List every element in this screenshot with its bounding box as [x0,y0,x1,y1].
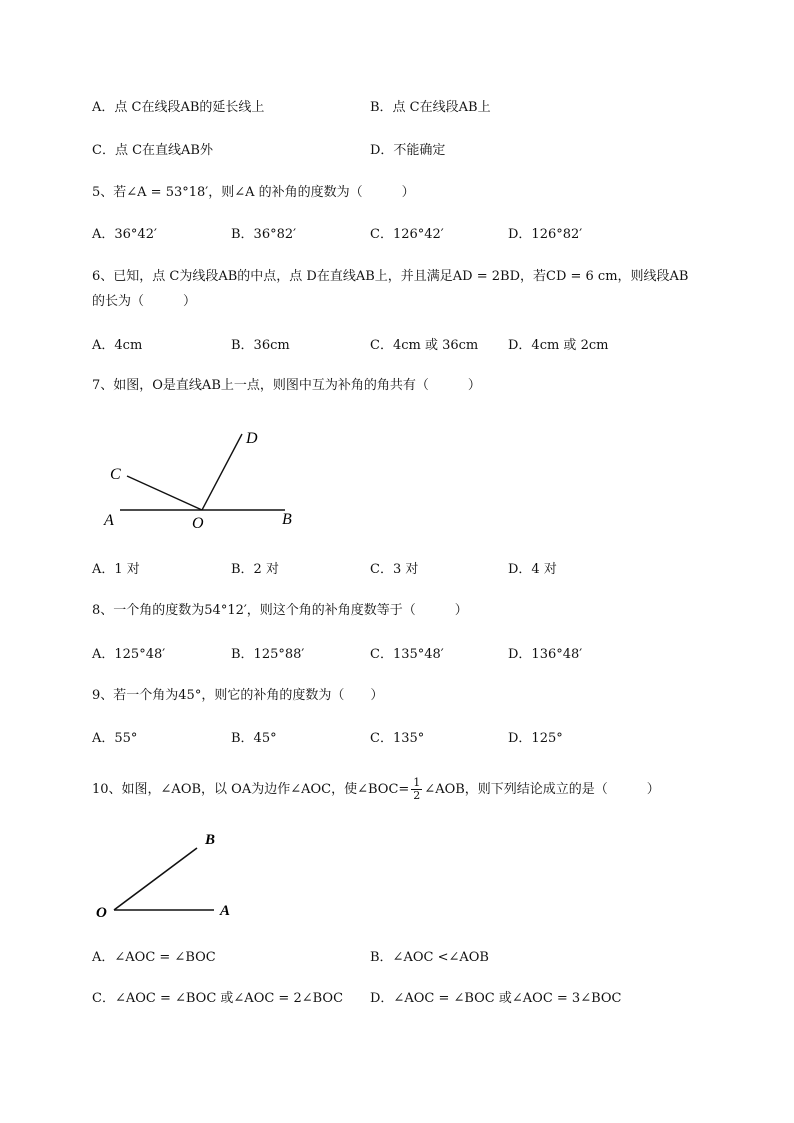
q10-option-d: D．∠AOC = ∠BOC 或∠AOC = 3∠BOC [370,991,622,1006]
q9-stem: 9、若一个角为45°，则它的补角的度数为（ ） [92,688,384,703]
q5-option-a: A．36°42′ [92,227,157,242]
q10-fraction [411,777,422,802]
q5-option-b: B．36°82′ [231,227,297,242]
q10-fraction-denominator: 2 [413,789,421,802]
q7-stem: 7、如图，O是直线AB上一点，则图中互为补角的角共有（ ） [92,378,481,393]
q10-stem [92,777,660,802]
q4-option-d: D．不能确定 [370,143,446,158]
q5-option-d: D．126°82′ [508,227,583,242]
q10-label-a: A [220,903,231,919]
q7-label-a: A [104,512,114,529]
q7-option-c: C．3 对 [370,562,419,577]
q7-figure [100,422,300,534]
q10-option-b: B．∠AOC <∠AOB [370,950,489,965]
q10-label-b: B [205,832,216,848]
q9-option-a: A．55° [92,731,138,746]
q10-option-c: C．∠AOC = ∠BOC 或∠AOC = 2∠BOC [92,991,344,1006]
q7-ray-oc [127,476,202,510]
q7-option-d: D．4 对 [508,562,557,577]
q6-option-d: D．4cm 或 2cm [508,338,609,353]
q10-label-o: O [96,905,107,921]
q8-option-b: B．125°88′ [231,647,305,662]
q10-stem-after: ∠AOB，则下列结论成立的是（ ） [424,782,660,797]
q6-stem-line2: 的长为（ ） [92,294,197,309]
q8-option-c: C．135°48′ [370,647,444,662]
q7-label-o: O [192,515,204,532]
q9-option-c: C．135° [370,731,425,746]
q10-stem-before: 10、如图，∠AOB，以 OA为边作∠AOC，使∠BOC= [92,782,410,797]
q6-option-a: A．4cm [92,338,143,353]
q5-option-c: C．126°42′ [370,227,444,242]
q9-option-b: B．45° [231,731,277,746]
q10-ray-ob [114,848,197,910]
q4-option-c: C．点 C在直线AB外 [92,143,213,158]
q7-option-a: A．1 对 [92,562,140,577]
q10-fraction-numerator: 1 [413,776,421,789]
q7-option-b: B．2 对 [231,562,279,577]
q6-option-b: B．36cm [231,338,290,353]
q7-label-b: B [282,511,292,528]
q4-option-a: A．点 C在线段AB的延长线上 [92,100,265,115]
q7-label-d: D [246,430,258,447]
q9-option-d: D．125° [508,731,563,746]
q4-option-b: B．点 C在线段AB上 [370,100,491,115]
q5-stem: 5、若∠A = 53°18′，则∠A 的补角的度数为（ ） [92,185,415,200]
q8-option-a: A．125°48′ [92,647,166,662]
q7-label-c: C [110,466,121,483]
q6-option-c: C．4cm 或 36cm [370,338,479,353]
q7-ray-od [202,434,242,510]
q8-option-d: D．136°48′ [508,647,583,662]
q10-figure [92,826,242,926]
q6-stem-line1: 6、已知，点 C为线段AB的中点，点 D在直线AB上，并且满足AD = 2BD，若CD = 6 cm，则线段AB [92,269,689,284]
q8-stem: 8、一个角的度数为54°12′，则这个角的补角度数等于（ ） [92,603,468,618]
q10-option-a: A．∠AOC = ∠BOC [92,950,216,965]
